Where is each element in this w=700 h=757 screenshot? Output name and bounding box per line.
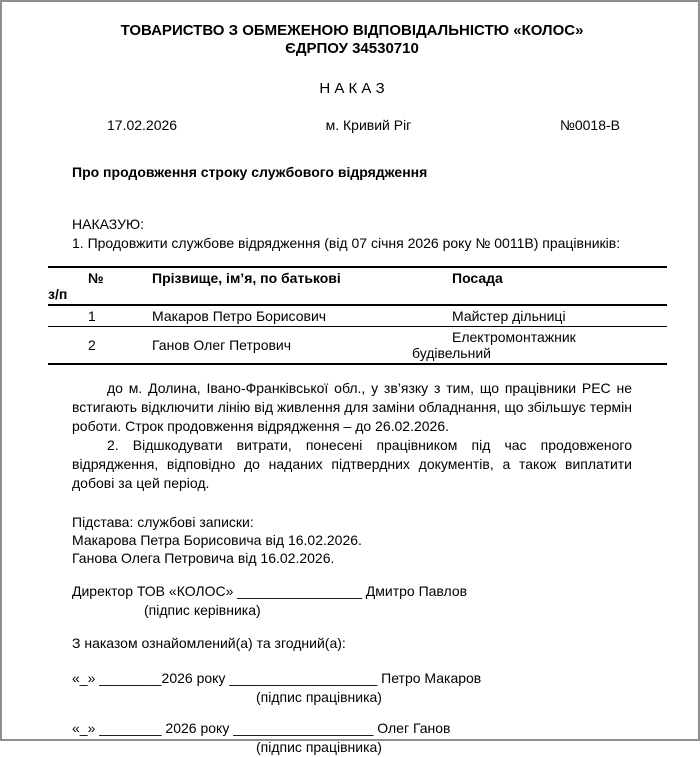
document-meta-row (72, 116, 632, 135)
row-number: 2 (88, 337, 96, 353)
ack-date-prefix: «_» ________ 2026 року (72, 720, 230, 736)
signature-underline: ________________ (237, 583, 362, 599)
director-label: Директор ТОВ «КОЛОС» (72, 583, 234, 599)
order-item-1: 1. Продовжити службове відрядження (від 07 січня 2026 року № 0011В) працівників: (72, 235, 621, 251)
acknowledgment-title: З наказом ознайомлений(а) та згодний(а): (72, 635, 346, 651)
employee-signature-caption: (підпис працівника) (256, 689, 382, 705)
destination-paragraph: до м. Долина, Івано-Франківської обл., у зв’язку з тим, що працівники РЕС не встигають відключити лінію від живлення для заміни обладнання, що збільшує термін роботи. Строк продовження відрядження – до 26.02.2026. (72, 380, 632, 434)
ack-date-prefix: «_» ________2026 року (72, 670, 226, 686)
employee-name: Ганов Олег Петрович (152, 337, 292, 353)
basis-line: Макарова Петра Борисовича від 16.02.2026. (72, 532, 362, 548)
order-item-2: 2. Відшкодувати витрати, понесені працівником під час продовженого відрядження, відповідно до наданих підтвердних документів, а також виплатити добові за цей період. (72, 437, 632, 491)
subject-line: Про продовження строку службового відрядження (72, 164, 428, 180)
org-edrpou-code: ЄДРПОУ 34530710 (285, 40, 419, 57)
document-content (2, 22, 698, 757)
table-row (48, 305, 667, 327)
employee-signature-line (72, 669, 632, 688)
order-word: НАКАЗУЮ: (72, 216, 145, 232)
director-signature-line (72, 582, 632, 601)
employee-signature-block (72, 669, 632, 707)
employee-position: Електромонтажник будівельний (412, 329, 576, 361)
column-header-number (48, 267, 152, 305)
employee-name: Петро Макаров (381, 670, 482, 686)
document-city: м. Кривий Ріг (325, 117, 412, 133)
employee-name: Макаров Петро Борисович (152, 305, 412, 327)
column-header-number-line2: з/п (48, 286, 68, 302)
document-type-title: Н А К А З (319, 80, 385, 97)
employee-signature-block (72, 719, 632, 757)
director-name: Дмитро Павлов (365, 583, 468, 599)
basis-line: Ганова Олега Петровича від 16.02.2026. (72, 550, 335, 566)
column-header-number-line1: № (88, 270, 104, 286)
table-header-row (48, 267, 667, 305)
director-signature-block (72, 582, 632, 620)
org-name: ТОВАРИСТВО З ОБМЕЖЕНОЮ ВІДПОВІДАЛЬНІСТЮ «КОЛОС» (120, 22, 584, 39)
employee-signature-caption: (підпис працівника) (256, 739, 382, 755)
signature-underline: __________________ (233, 720, 374, 736)
employee-signature-line (72, 719, 632, 738)
document-number: №0018-В (559, 117, 620, 133)
column-header-name: Прізвище, ім’я, по батькові (152, 267, 412, 305)
column-header-position: Посада (412, 267, 667, 305)
document-date: 17.02.2026 (107, 117, 178, 133)
basis-title: Підстава: службові записки: (72, 514, 254, 530)
director-signature-caption: (підпис керівника) (144, 602, 261, 618)
signature-underline: ___________________ (229, 670, 378, 686)
table-row (48, 327, 667, 365)
row-number: 1 (48, 305, 152, 327)
basis-section (72, 513, 632, 567)
employees-table (48, 266, 667, 365)
employee-name: Олег Ганов (377, 720, 451, 736)
employee-position: Майстер дільниці (412, 305, 667, 327)
